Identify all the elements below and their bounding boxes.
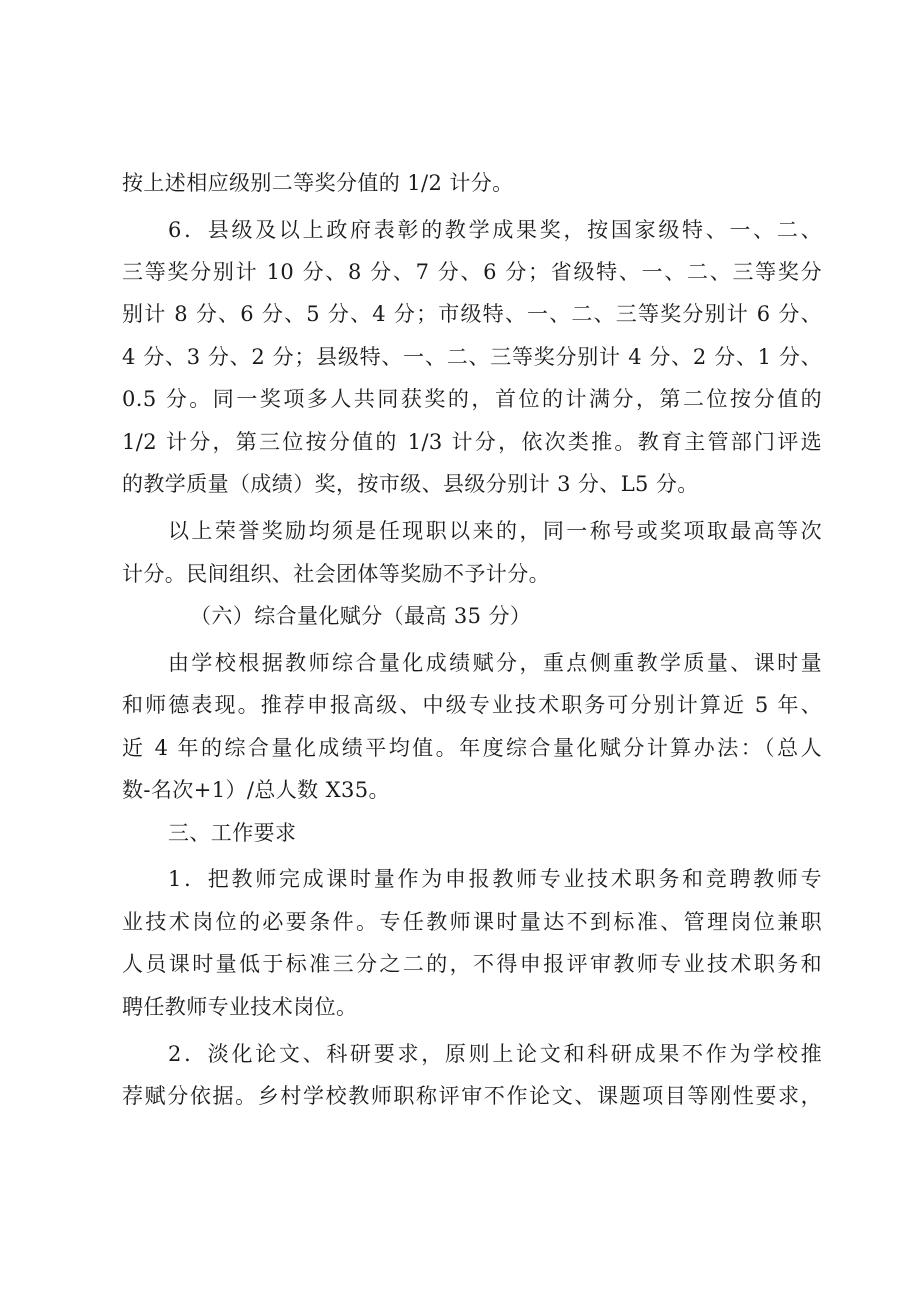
paragraph-line: 2．淡化论文、科研要求，原则上论文和科研成果不作为学校推 — [168, 1042, 822, 1066]
paragraph-line: 近 4 年的综合量化成绩平均值。年度综合量化赋分计算办法：（总人 — [122, 736, 822, 760]
paragraph-line: 以上荣誉奖励均须是任现职以来的，同一称号或奖项取最高等次 — [168, 519, 822, 543]
paragraph-line: 6．县级及以上政府表彰的教学成果奖，按国家级特、一、二、 — [168, 218, 822, 242]
paragraph-line: 数-名次+1）/总人数 X35。 — [122, 778, 390, 802]
paragraph-line: 别计 8 分、6 分、5 分、4 分；市级特、一、二、三等奖分别计 6 分、 — [122, 302, 822, 326]
paragraph-line: 0.5 分。同一奖项多人共同获奖的，首位的计满分，第二位按分值的 — [122, 387, 822, 411]
paragraph-line: 聘任教师专业技术岗位。 — [122, 995, 358, 1019]
paragraph-line: 人员课时量低于标准三分之二的，不得申报评审教师专业技术职务和 — [122, 952, 822, 976]
section-heading: （六）综合量化赋分（最高 35 分） — [190, 604, 532, 628]
paragraph-line: 业技术岗位的必要条件。专任教师课时量达不到标准、管理岗位兼职 — [122, 910, 822, 934]
paragraph-line: 按上述相应级别二等奖分值的 1/2 计分。 — [122, 171, 514, 195]
paragraph-line: 三等奖分别计 10 分、8 分、7 分、6 分；省级特、一、二、三等奖分 — [122, 260, 822, 284]
paragraph-line: 1．把教师完成课时量作为申报教师专业技术职务和竞聘教师专 — [168, 867, 822, 891]
paragraph-line: 的教学质量（成绩）奖，按市级、县级分别计 3 分、L5 分。 — [122, 472, 699, 496]
paragraph-line: 由学校根据教师综合量化成绩赋分，重点侧重教学质量、课时量 — [168, 651, 822, 675]
paragraph-line: 荐赋分依据。乡村学校教师职称评审不作论文、课题项目等刚性要求， — [122, 1084, 822, 1108]
paragraph-line: 和师德表现。推荐申报高级、中级专业技术职务可分别计算近 5 年、 — [122, 693, 822, 717]
paragraph-line: 4 分、3 分、2 分；县级特、一、二、三等奖分别计 4 分、2 分、1 分、 — [122, 345, 822, 369]
section-heading: 三、工作要求 — [168, 821, 297, 845]
paragraph-line: 计分。民间组织、社会团体等奖励不予计分。 — [122, 562, 550, 586]
paragraph-line: 1/2 计分，第三位按分值的 1/3 计分，依次类推。教育主管部门评选 — [122, 430, 822, 454]
